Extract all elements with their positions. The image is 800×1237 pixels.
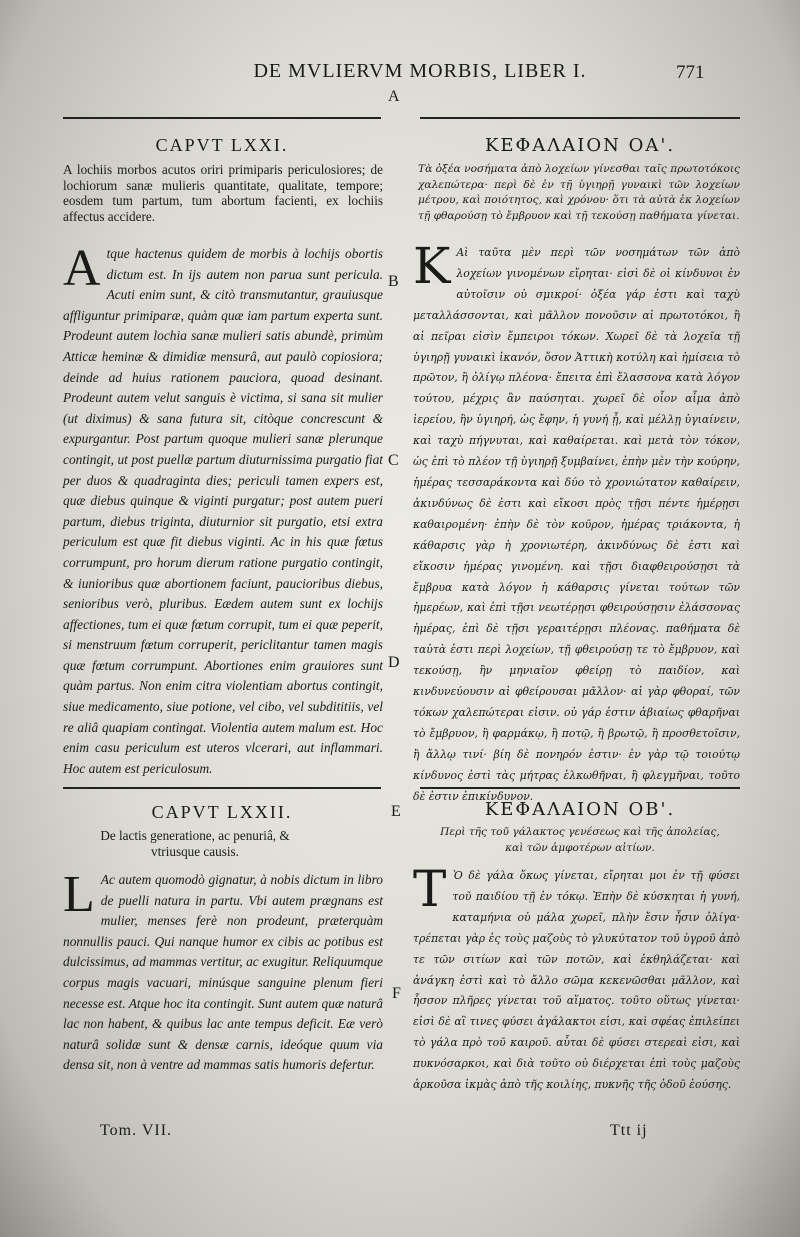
chapter-71-greek-title: ΚΕΦΑΛΑΙΟΝ ΟΑ'.: [484, 135, 676, 156]
column-rule-right-mid: [420, 787, 740, 789]
margin-letter-e: E: [391, 803, 401, 820]
chapter-71-greek-body: Αὶ ταῦτα μὲν περὶ τῶν νοσημάτων τῶν ἀπὸ λοχείων γινομένων εἴρηται· εἰσὶ δὲ οἱ κίνδυνοι ἐν αὐτοῖσιν οὐ σμικροί· ὀξέα γάρ ἐστι καὶ ταχὺ μεταλλάσσονται, καὶ μᾶλλον πονοῦσιν αἱ πρωτοτόκοι, ἢ αἱ πεῖραι εἰσὶν ἔμπειροι τόκων. Χωρεῖ δὲ τὰ λοχεῖα τῇ ὑγιηρῇ γυναικὶ ἱκανόν, ὅσον Ἀττικὴ κοτύλη καὶ ἡμίσεια τὸ πρῶτον, ἢ ὀλίγῳ πλέονα· ἔπειτα ἐπὶ ἔλασσονα κατὰ λόγον τούτου, μέχρις ἂν παύσηται. χωρεῖ δὲ οἷον αἷμα ἀπὸ ἱερείου, ἢν ὑγιηρή, ὡς ἔφην, ἡ γυνή ᾖ, καὶ μέλλῃ ὑγιαίνειν, καὶ ταχὺ πήγνυται, καὶ καθαίρεται. καὶ μετὰ τὸν τόκον, ὡς ἐπὶ τὸ πλέον τῇ ὑγιηρῇ ξυμβαίνει, ἐπὴν μὲν τὴν κούρην, ἡμέρας τεσσαράκοντα καὶ δύο τὸ χρονιώτατον καθαίρειν, ἀκινδύνως δὲ ἐστι καὶ εἴκοσι πρὸς τῇσι πέντε ἡμέρῃσι καθαιρομένη· ἐπὴν δὲ τὸν κοῦρον, ἡμέρας τριάκοντα, ἡ κάθαρσις γὰρ ἡ χρονιωτέρη, ἀκινδύνως δὲ ἐστι καὶ εἴκοσιν ἡμέρας γινομένη. καὶ τῇσι διαφθειρούσῃσι τὰ ἔμβρυα κατὰ λόγον ἡ κάθαρσις γίνεται τούτων τῶν ἡμερέων, καὶ ἐπὶ τῇσι νεωτέρῃσι φθειρούσῃσιν ἐλάσσονας ἡμέρας, ἐπὶ δὲ τῇσι γεραιτέρῃσι πλέονας. παθήματα δὲ ταὐτὰ ἐστι περὶ λοχείων, τῇ φθειρούσῃ τε τὸ ἔμβρυον, καὶ τεκούσῃ, ἢν μηνιαῖον φθείρῃ τὸ παιδίον, καὶ κινδυνεύουσιν αἱ φθείρουσαι μᾶλλον· αἱ γὰρ φθοραί, τῶν τόκων χαλεπώτεραι εἰσιν. οὐ γάρ ἐστιν ἀβιαίως φθαρῆναι τὸ ἔμβρυον, ἢ φαρμάκῳ, ἢ ποτῷ, ἢ βρωτῷ, ἢ προσθετοῖσιν, ἢ ἄλλῳ τινί· βίη δὲ πονηρόν ἐστιν· ἐν γὰρ τῷ τοιούτῳ κίνδυνος ἐστὶ τὰς μήτρας ἑλκωθῆναι, ἢ φλεγμῆναι, τοῦτο δὲ ἐστιν ἐπικίνδυνον.: [413, 246, 740, 803]
chapter-71-latin-initial: A: [63, 240, 101, 297]
section-mark-a: A: [388, 88, 400, 105]
chapter-72-latin-title: CAPVT LXXII.: [151, 802, 293, 822]
column-rule-right-top: [420, 117, 740, 119]
margin-letter-f: F: [392, 985, 401, 1002]
volume-label: Tom. VII.: [100, 1122, 173, 1139]
chapter-72-latin-body: Ac autem quomodò gignatur, à nobis dictum in libro de puelli natura in partu. Vbi autem prægnans est mulier, menses ferè non prodeunt, præterquàm nonnullis pauci. Qui nanque humor ex cibis ac potibus est dulcissimus, ad mammas vertitur, ac exugitur. Reliquumque corpus magis vacuari, minúsque sanguine plenum fieri necesse est. Atque hoc ita contingit. Sunt autem quæ naturâ lac non habent, & quibus lac ante tempus deficit. Eæ verò naturâ solidæ sunt & densæ carnis, ideóque quum via densa sit, non à ventre ad mammas satis humoris defertur.: [63, 872, 383, 1073]
chapter-72-greek-summary: Περὶ τῆς τοῦ γάλακτος γενέσεως καὶ τῆς ἀπολείας, καὶ τῶν ἀμφοτέρων αἰτίων.: [440, 826, 720, 854]
chapter-72-greek-text: [413, 860, 740, 1096]
chapter-72-latin-text: [63, 866, 383, 1076]
chapter-72-greek-title: ΚΕΦΑΛΑΙΟΝ ΟΒ'.: [484, 799, 676, 820]
chapter-71-latin-title: CAPVT LXXI.: [155, 135, 289, 155]
chapter-72-greek-body: Ὸ δὲ γάλα ὅκως γίνεται, εἴρηται μοι ἐν τῇ φύσει τοῦ παιδίου τῇ ἐν τόκῳ. Ἐπὴν δὲ κύσκηται ἡ γυνή, καταμήνια οὐ μάλα χωρεῖ, πλὴν ἔσιν ἧσιν ὀλίγα· τρέπεται γὰρ ἐς τοὺς μαζοὺς τὸ γλυκύτατον τοῦ ὑγροῦ ἀπὸ τε τῶν σιτίων καὶ τῶν ποτῶν, καὶ ἐκθηλάζεται· καὶ ἀνάγκη ἐστὶ καὶ τὸ ἄλλο σῶμα κεκενῶσθαι μᾶλλον, καὶ ἧσσον πλῆρες γίνεται τοῦ αἵματος. τοῦτο οὕτως γίνεται· εἰσὶ δὲ αἳ τινες φύσει ἀγάλακτοι εἰσι, καὶ σφέας ἐπιλείπει τὸ γάλα πρὸ τοῦ καιροῦ. αὗται δὲ φύσει στερεαὶ εἰσι, καὶ πυκνόσαρκοι, καὶ διὰ τοῦτο οὐ διέρχεται ἐπὶ τοὺς μαζοὺς ἀρκοῦσα ἰκμὰς ἀπὸ τῆς κοιλίης, πυκνῆς τῆς ὁδοῦ ἐούσης.: [413, 869, 740, 1092]
running-title: DE MVLIERVM MORBIS, LIBER I.: [253, 60, 587, 82]
chapter-71-greek-text: [413, 237, 740, 807]
chapter-71-greek-summary: Τὰ ὀξέα νοσήματα ἀπὸ λοχείων γίνεσθαι ταῖς πρωτοτόκοις χαλεπώτερα· περὶ δὲ ἐν τῇ ὑγιηρῇ γυναικὶ τῶν λοχείων μέτρου, καὶ ποιότητος, καὶ χρόνου· ὅτι τὰ αὐτὰ ἐκ λοχείων τῇ φθαρούσῃ τὸ ἔμβρυον καὶ τῇ τεκούσῃ παθήματα γίνεται.: [418, 163, 740, 222]
margin-letter-d: D: [388, 654, 400, 671]
chapter-71-greek-initial: Κ: [413, 237, 451, 295]
chapter-71-latin-body: tque hactenus quidem de morbis à lochijs obortis dictum est. In ijs autem non parua sunt pericula. Acuti enim sunt, & citò transmutantur, grauiusque affliguntur primiparæ, quàm quæ iam partum experta sunt. Prodeunt autem lochia sanæ mulieri satis abundè, primùm Atticæ heminæ & dimidiæ mensurâ, aut paulò copiosiora; deinde ad huius rationem pauciora, quoad desinant. Prodeunt autem velut sanguis è victima, si sana sit mulier (ut diximus) & sana futura sit, citòque concrescunt & expurgantur. Post partum quoque mulieri sanæ plerunque contingit, ut post puellæ partum diuturnissima purgatio fiat per duos & quadraginta dies; periculi tamen expers est, quæ diebus quinque & viginti purgatur; post autem pueri partum, diebus triginta, diuturnior sit purgatio, etsi extra periculum est quæ fit diebus viginti. Ac in his quæ fœtus corrumpunt, pro horum dierum ratione purgatio contingit, & iunioribus quæ abortionem faciunt, paucioribus diebus, senioribus verò, pluribus. Eædem autem sunt ex lochijs affectiones, tum ei quæ fœtum corrupit, tum ei quæ peperit, si menstruum fœtum corruperit, periclitantur tamen magis quæ fœtum corrumpunt. Abortiones enim grauiores sunt quàm partus. Non enim citra violentiam abortus contingit, siue medicamento, siue potione, vel cibo, vel subdititiis, vel re aliâ quapiam contingat. Violentia autem malum est. Hoc enim casu periculum est uteros vlcerari, aut inflammari. Hoc autem est periculosum.: [63, 246, 383, 776]
chapter-71-latin-summary: A lochiis morbos acutos oriri primiparis periculosiores; de lochiorum sanæ mulieris quantitate, qualitate, tempore; eosdem tum partum, tum abortum facienti, ex lochiis affectus accidere.: [63, 162, 383, 224]
page-number: 771: [676, 62, 705, 83]
chapter-72-greek-initial: Τ: [413, 860, 447, 918]
signature-mark: Ttt ij: [610, 1122, 648, 1139]
chapter-71-latin-text: [63, 240, 383, 779]
column-rule-left-mid: [63, 787, 381, 789]
margin-letter-b: B: [388, 273, 399, 290]
chapter-72-latin-summary: De lactis generatione, ac penuriâ, & vtriusque causis.: [100, 828, 290, 859]
margin-letter-c: C: [388, 452, 399, 469]
chapter-72-latin-initial: L: [63, 866, 95, 923]
column-rule-left-top: [63, 117, 381, 119]
